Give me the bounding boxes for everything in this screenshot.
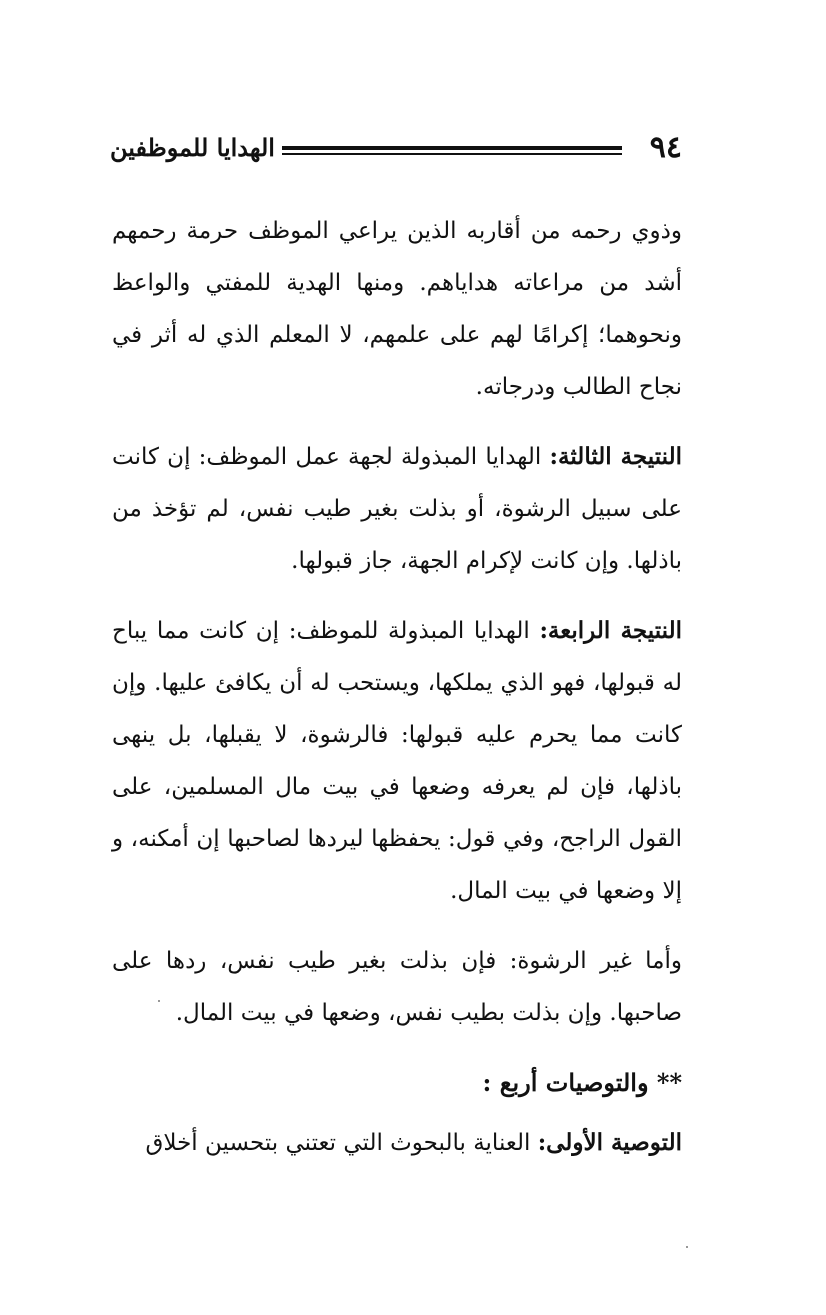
scan-speck — [686, 1246, 688, 1248]
paragraph-recommendation-1 — [112, 1117, 682, 1169]
result-4-text: الهدايا المبذولة للموظف: إن كانت مما يباح له قبولها، فهو الذي يملكها، ويستحب له أن يكافئ عليها. وإن كانت مما يحرم عليه قبولها: فالرشوة، لا يقبلها، بل ينهى باذلها، فإن لم يعرفه وضعها في بيت مال المسلمين، على القول الراجح، وفي قول: يحفظها ليردها لصاحبها إن أمكنه، و إلا وضعها في بيت المال. — [112, 618, 682, 904]
result-4-label: النتيجة الرابعة: — [539, 617, 682, 644]
scan-speck — [158, 1000, 160, 1002]
result-3-label: النتيجة الثالثة: — [549, 443, 682, 470]
header-rule-thick-line — [282, 146, 622, 150]
non-bribe-text: وأما غير الرشوة: فإن بذلت بغير طيب نفس، ردها على صاحبها. وإن بذلت بطيب نفس، وضعها في بيت المال. — [112, 948, 682, 1026]
result-3-text: الهدايا المبذولة لجهة عمل الموظف: إن كانت على سبيل الرشوة، أو بذلت بغير طيب نفس، لم تؤخذ من باذلها. وإن كانت لإكرام الجهة، جاز قبولها. — [112, 444, 682, 574]
paragraph-result-3 — [112, 431, 682, 587]
header-rule-thin-line — [282, 153, 622, 155]
page-header — [110, 128, 682, 178]
header-rule — [282, 146, 622, 155]
paragraph-1 — [112, 205, 682, 413]
running-title: الهدايا للموظفين — [110, 133, 275, 162]
paragraph-result-4 — [112, 605, 682, 917]
recommendations-heading: ** والتوصيات أربع : — [482, 1068, 682, 1097]
page-number: ٩٤ — [649, 130, 682, 165]
recommendation-1-text: العناية بالبحوث التي تعتني بتحسين أخلاق — [145, 1130, 531, 1156]
paragraph-non-bribe — [112, 935, 682, 1039]
recommendation-1-label: التوصية الأولى: — [537, 1129, 682, 1156]
body-text — [112, 205, 682, 1187]
paragraph-1-text: وذوي رحمه من أقاربه الذين يراعي الموظف حرمة رحمهم أشد من مراعاته هداياهم. ومنها الهدية للمفتي والواعظ ونحوهما؛ إكرامًا لهم على علمهم، لا المعلم الذي له أثر في نجاح الطالب ودرجاته. — [112, 218, 682, 400]
